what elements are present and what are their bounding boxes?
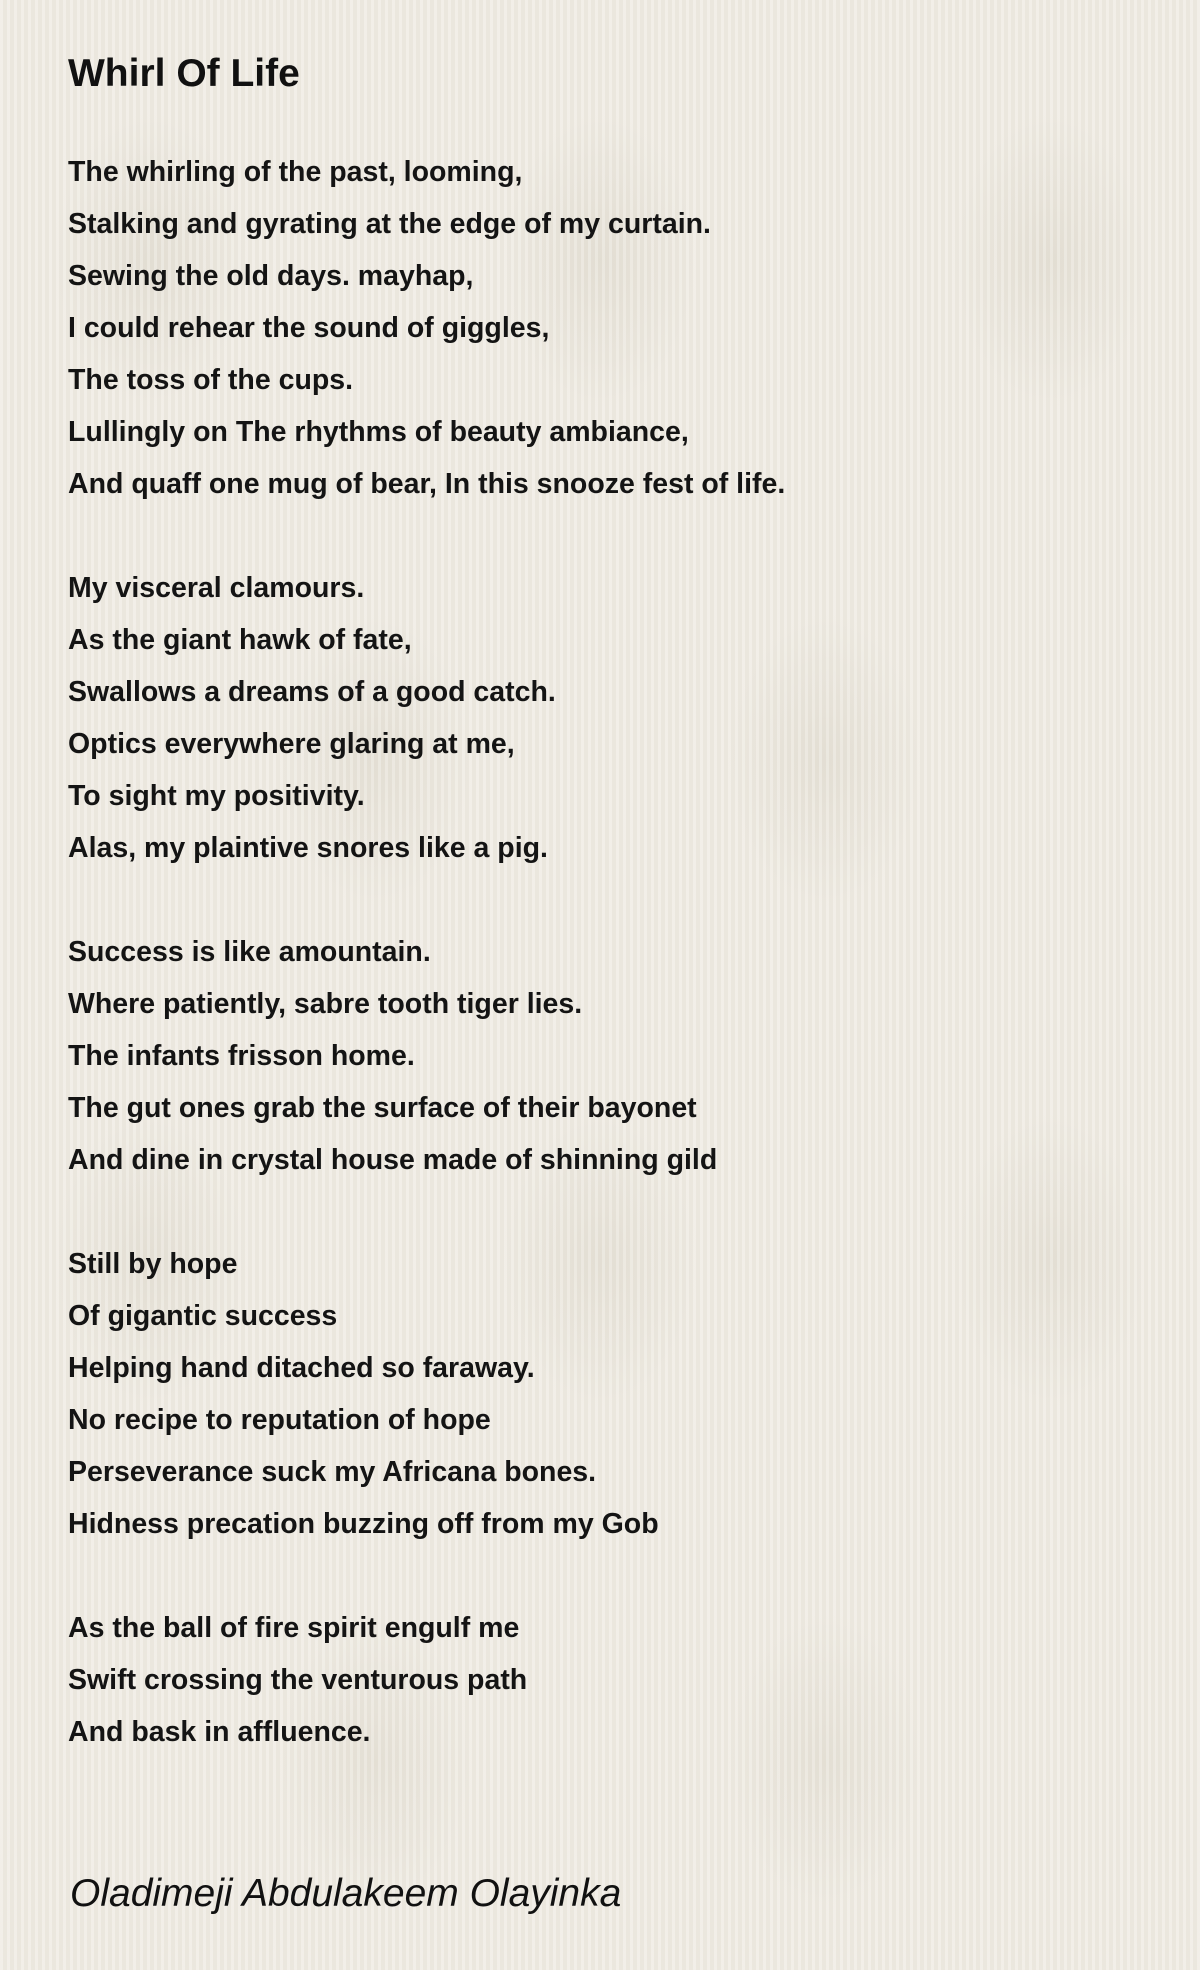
poem-line: Sewing the old days. mayhap,	[68, 260, 474, 292]
poem-line: Helping hand ditached so faraway.	[68, 1352, 535, 1384]
poem-line: Still by hope	[68, 1248, 238, 1280]
poem-line: And quaff one mug of bear, In this snooze fest of life.	[68, 468, 786, 500]
poem-line: As the ball of fire spirit engulf me	[68, 1612, 520, 1644]
poem-line: Perseverance suck my Africana bones.	[68, 1456, 597, 1488]
stanza-1	[68, 146, 1148, 510]
poem-card	[68, 48, 1148, 1810]
poem-line: Stalking and gyrating at the edge of my curtain.	[68, 208, 711, 240]
poem-line: And bask in affluence.	[68, 1716, 371, 1748]
stanza-5	[68, 1602, 1148, 1758]
poem-line: I could rehear the sound of giggles,	[68, 312, 550, 344]
poem-line: And dine in crystal house made of shinning gild	[68, 1144, 718, 1176]
poem-line: Of gigantic success	[68, 1300, 338, 1332]
poem-line: To sight my positivity.	[68, 780, 365, 812]
poem-line: Success is like amountain.	[68, 936, 431, 968]
poem-line: The toss of the cups.	[68, 364, 354, 396]
poem-line: Where patiently, sabre tooth tiger lies.	[68, 988, 583, 1020]
poem-line: As the giant hawk of fate,	[68, 624, 412, 656]
poem-line: The gut ones grab the surface of their bayonet	[68, 1092, 697, 1124]
poem-body	[68, 146, 1148, 1758]
stanza-2	[68, 562, 1148, 874]
poem-title: Whirl Of Life	[68, 52, 300, 95]
poem-line: Optics everywhere glaring at me,	[68, 728, 515, 760]
poem-line: Lullingly on The rhythms of beauty ambiance,	[68, 416, 689, 448]
stanza-4	[68, 1238, 1148, 1550]
poem-author: Oladimeji Abdulakeem Olayinka	[70, 1872, 622, 1915]
poem-line: Swallows a dreams of a good catch.	[68, 676, 556, 708]
poem-line: Alas, my plaintive snores like a pig.	[68, 832, 548, 864]
poem-line: Swift crossing the venturous path	[68, 1664, 528, 1696]
poem-line: Hidness precation buzzing off from my Gob	[68, 1508, 659, 1540]
stanza-3	[68, 926, 1148, 1186]
poem-line: The infants frisson home.	[68, 1040, 415, 1072]
poem-line: My visceral clamours.	[68, 572, 365, 604]
poem-line: The whirling of the past, looming,	[68, 156, 523, 188]
poem-line: No recipe to reputation of hope	[68, 1404, 491, 1436]
